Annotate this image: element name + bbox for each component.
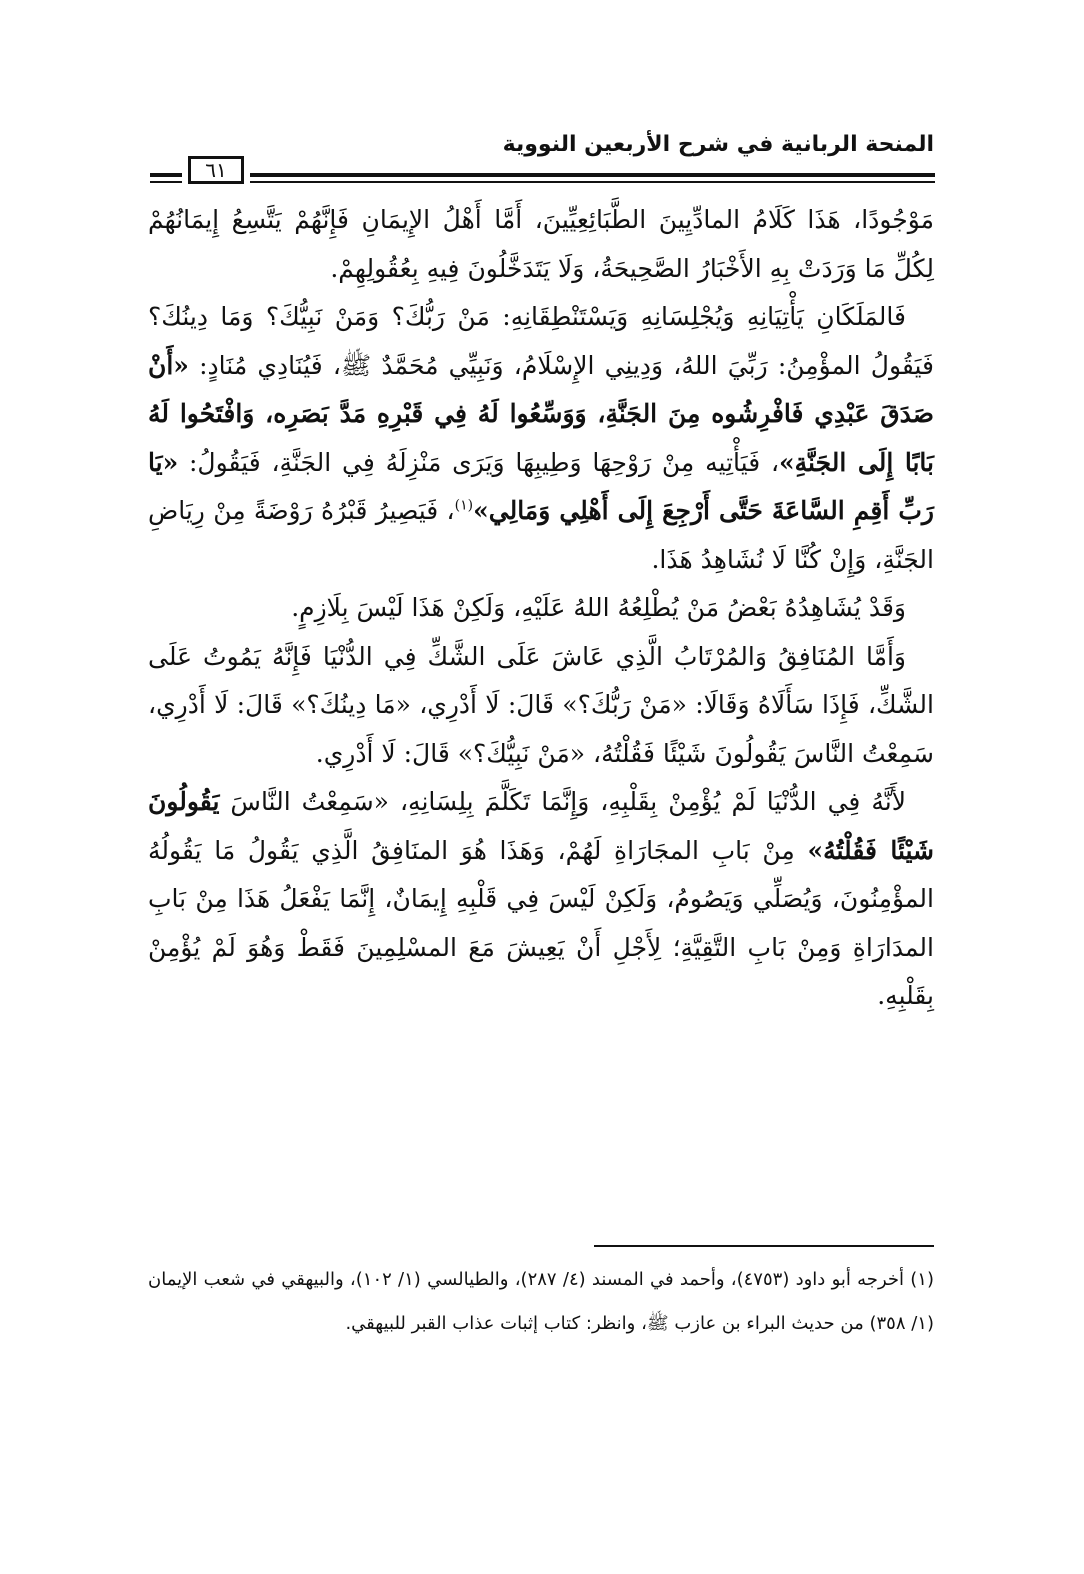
paragraph (148, 293, 934, 584)
text-run: ، فَيَصِيرُ قَبْرُهُ رَوْضَةً مِنْ رِيَاضِ الجَنَّةِ، وَإِنْ كُنَّا لَا نُشَاهِدُ هَذَا. (148, 496, 934, 574)
paragraph: وَقَدْ يُشَاهِدُهُ بَعْضُ مَنْ يُطْلِعُهُ اللهُ عَلَيْهِ، وَلَكِنْ هَذَا لَيْسَ بِلَازِمٍ. (291, 593, 906, 622)
footnotes (148, 1258, 934, 1346)
paragraph (148, 778, 934, 1021)
paragraph: وَأَمَّا المُنَافِقُ وَالمُرْتَابُ الَّذِي عَاشَ عَلَى الشَّكِّ فِي الدُّنْيَا فَإِنَّهُ يَمُوتُ عَلَى الشَّكِّ، فَإِذَا سَأَلَاهُ وَقَالَا: «مَنْ رَبُّكَ؟» قَالَ: لَا أَدْرِي، «مَا دِينُكَ؟» قَالَ: لَا أَدْرِي، سَمِعْتُ النَّاسَ يَقُولُونَ شَيْئًا فَقُلْتُهُ، «مَنْ نَبِيُّكَ؟» قَالَ: لَا أَدْرِي. (148, 641, 934, 768)
text-run: فَالمَلَكَانِ يَأْتِيَانِهِ وَيُجْلِسَانِهِ وَيَسْتَنْطِقَانِهِ: مَنْ رَبُّكَ؟ وَمَنْ نَبِيُّكَ؟ وَمَا دِينُكَ؟ فَيَقُولُ المؤْمِنُ: رَبِّيَ اللهُ، وَدِينِي الإِسْلَامُ، وَنَبِيِّي مُحَمَّدٌ ﷺ، فَيُنَادِي مُنَادٍ: (148, 302, 934, 380)
running-title: المنحة الربانية في شرح الأربعين النووية (502, 132, 934, 157)
header-rule (150, 158, 935, 188)
text-run: مِنْ بَابِ المجَارَاةِ لَهُمْ، وَهَذَا هُوَ المنَافِقُ الَّذِي يَقُولُ مَا يَقُولُهُ المؤْمِنُونَ، وَيُصَلِّي وَيَصُومُ، وَلَكِنْ لَيْسَ فِي قَلْبِهِ إِيمَانٌ، إِنَّمَا يَفْعَلُ هَذَا مِنْ بَابِ المدَارَاةِ وَمِنْ بَابِ التَّقِيَّةِ؛ لِأَجْلِ أَنْ يَعِيشَ مَعَ المسْلِمِينَ فَقَطْ وَهُوَ لَمْ يُؤْمِنْ بِقَلْبِهِ. (148, 835, 934, 1010)
page-number: ٦١ (188, 156, 244, 184)
hadith-quote: «أَنْ صَدَقَ عَبْدِي فَافْرِشُوه مِنَ الجَنَّةِ، وَوَسِّعُوا لَهُ فِي قَبْرِهِ مَدَّ بَصَرِه، وَافْتَحُوا لَهُ بَابًا إِلَى الجَنَّةِ» (148, 350, 934, 477)
footnote-1: (١) أخرجه أبو داود (٤٧٥٣)، وأحمد في المسند (٤/ ٢٨٧)، والطيالسي (١/ ١٠٢)، والبيهقي في شعب الإيمان (١/ ٣٥٨) من حديث البراء بن عازب ﷺ، وانظر: كتاب إثبات عذاب القبر للبيهقي. (148, 1269, 934, 1334)
header-double-rule (250, 173, 935, 185)
main-text (148, 196, 934, 1021)
hadith-quote: «يَا رَبِّ أَقِمِ السَّاعَةَ حَتَّى أَرْجِعَ إِلَى أَهْلِي وَمَالِي» (148, 447, 934, 525)
text-run: ، فَيَأْتِيه مِنْ رَوْحِهَا وَطِيبِهَا وَيَرَى مَنْزِلَهُ فِي الجَنَّةِ، فَيَقُولُ: (178, 447, 780, 477)
bold-quote: يَقُولُونَ شَيْئًا فَقُلْتُهُ» (148, 787, 934, 865)
footnote-reference[interactable]: (١) (454, 497, 474, 514)
paragraph: مَوْجُودًا، هَذَا كَلَامُ المادِّيِينَ الطَّبَائِعِيِّينَ، أَمَّا أَهْلُ الإِيمَانِ فَإِنَّهُمْ يَتَّسِعُ إِيمَانُهُمْ لِكُلِّ مَا وَرَدَتْ بِهِ الأَخْبَارُ الصَّحِيحَةُ، وَلَا يَتَدَخَّلُونَ فِيهِ بِعُقُولِهِمْ. (148, 205, 934, 283)
text-run: لأَنَّهُ فِي الدُّنْيَا لَمْ يُؤْمِنْ بِقَلْبِهِ، وَإِنَّمَا تَكَلَّمَ بِلِسَانِهِ، «سَمِعْتُ النَّاسَ (219, 787, 906, 816)
header-rule-end (150, 173, 182, 185)
footnote-separator (594, 1245, 934, 1247)
